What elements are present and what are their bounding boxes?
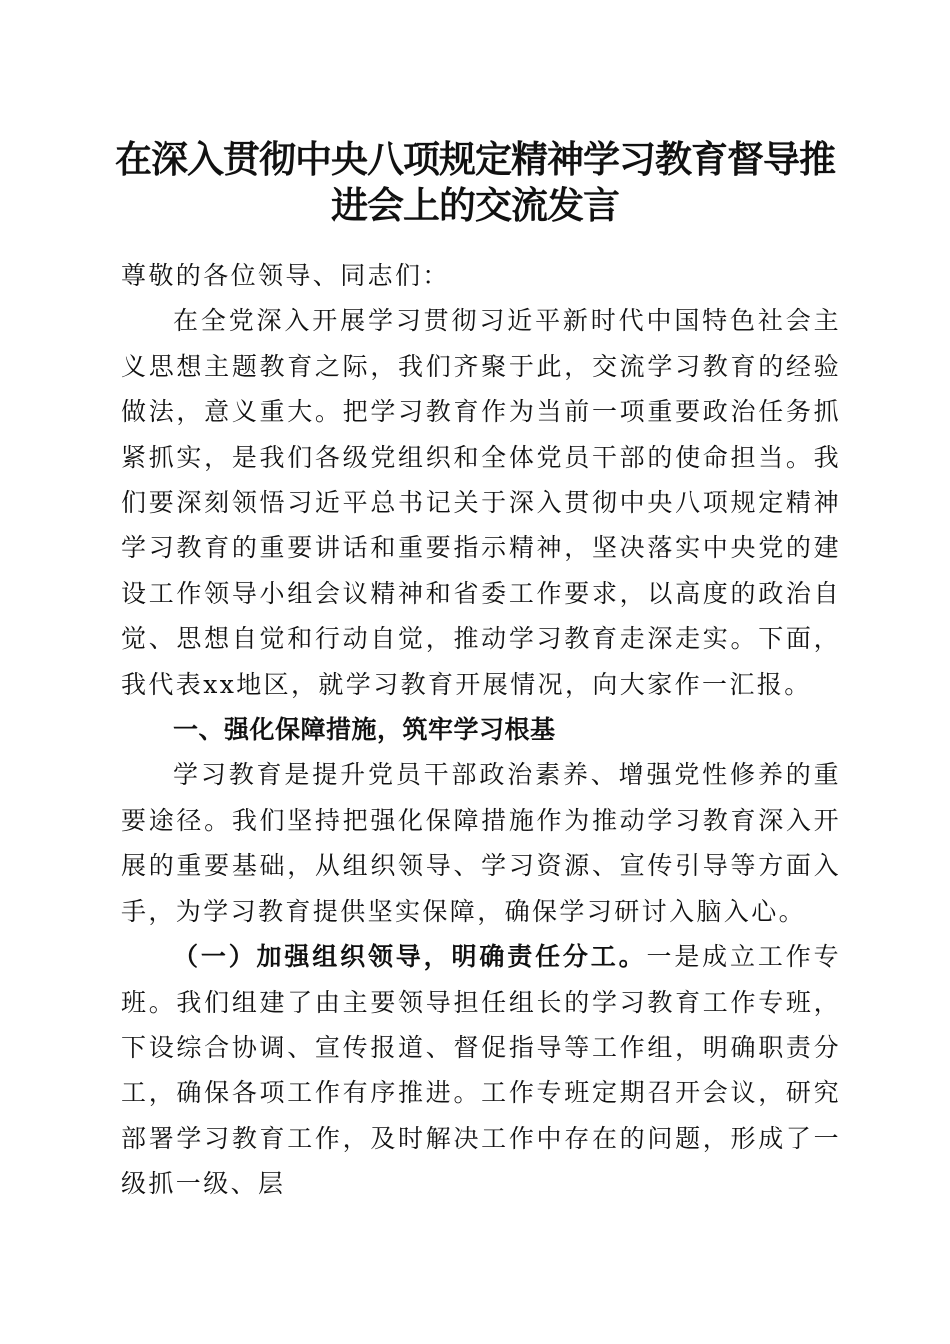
section-heading-1: 一、强化保障措施，筑牢学习根基 [173,715,556,745]
subsection-heading-1: （一）加强组织领导，明确责任分工。 [173,942,647,972]
paragraph-subsection-1 [121,934,841,1206]
document-title: 在深入贯彻中央八项规定精神学习教育督导推进会上的交流发言 [115,137,835,227]
subsection-1-text: 一是成立工作专班。我们组建了由主要领导担任组长的学习教育工作专班，下设综合协调、宣传报道、督促指导等工作组，明确职责分工，确保各项工作有序推进。工作专班定期召开会议，研究部署学习教育工作，及时解决工作中存在的问题，形成了一级抓一级、层 [121,942,841,1199]
paragraph-intro: 在全党深入开展学习贯彻习近平新时代中国特色社会主义思想主题教育之际，我们齐聚于此，交流学习教育的经验做法，意义重大。把学习教育作为当前一项重要政治任务抓紧抓实，是我们各级党组织和全体党员干部的使命担当。我们要深刻领悟习近平总书记关于深入贯彻中央八项规定精神学习教育的重要讲话和重要指示精神，坚决落实中央党的建设工作领导小组会议精神和省委工作要求，以高度的政治自觉、思想自觉和行动自觉，推动学习教育走深走实。下面，我代表xx地区，就学习教育开展情况，向大家作一汇报。 [121,306,841,699]
document-body [121,253,841,1207]
paragraph-section-1: 学习教育是提升党员干部政治素养、增强党性修养的重要途径。我们坚持把强化保障措施作为推动学习教育深入开展的重要基础，从组织领导、学习资源、宣传引导等方面入手，为学习教育提供坚实保障，确保学习研讨入脑入心。 [121,760,841,926]
salutation: 尊敬的各位领导、同志们： [121,261,450,290]
